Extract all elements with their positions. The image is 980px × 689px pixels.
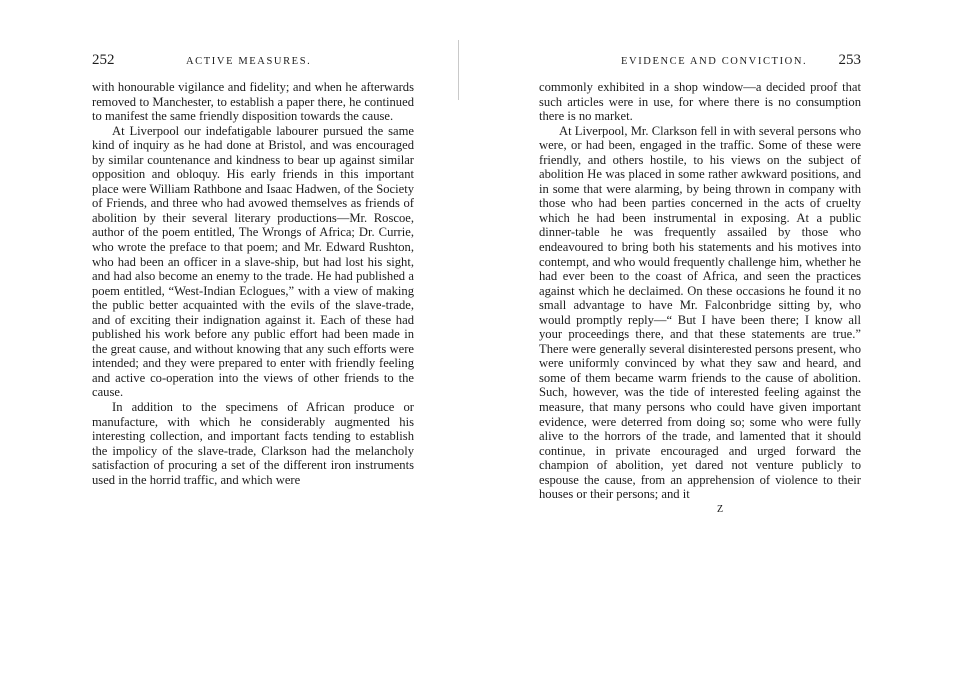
left-running-head: ACTIVE MEASURES. xyxy=(186,56,312,67)
left-paragraph-1: with honourable vigilance and fidelity; and when he afterwards removed to Manchester, to establish a paper there, he continued to manifest the same friendly disposition towards the cause. xyxy=(92,80,414,124)
gutter-line xyxy=(458,40,459,100)
signature-mark: Z xyxy=(716,503,724,515)
left-page-body xyxy=(92,80,414,487)
left-paragraph-2: At Liverpool our indefatigable labourer pursued the same kind of inquiry as he had done at Bristol, and was encouraged by similar countenance and kindness to bear up against similar opposition and obloquy. His early friends in this important place were William Rathbone and Isaac Hadwen, of the Society of Friends, and three who had avowed themselves as friends of abolition by their several literary productions—Mr. Roscoe, author of the poem entitled, The Wrongs of Africa; Dr. Currie, who wrote the preface to that poem; and Mr. Edward Rushton, who had been an officer in a slave-ship, but had lost his sight, and had also become an enemy to the trade. He had published a poem entitled, “West-Indian Eclogues,” with a view of making the public better acquainted with the evils of the slave-trade, and of exciting their indignation against it. Each of these had published his work before any public effort had been made in the great cause, and without knowing that any such efforts were intended; and they were prepared to enter with friendly feeling and active co-operation into the views of other friends to the cause. xyxy=(92,123,414,400)
right-paragraph-1: commonly exhibited in a shop window—a decided proof that such articles were in use, for where there is no consumption there is no market. xyxy=(539,80,861,124)
left-page xyxy=(92,52,414,487)
right-page-body xyxy=(539,80,861,502)
left-page-number: 252 xyxy=(92,52,115,68)
left-page-header xyxy=(92,52,414,70)
right-page xyxy=(539,52,861,515)
right-page-header xyxy=(539,52,861,70)
left-paragraph-3: In addition to the specimens of African produce or manufacture, with which he considerably augmented his interesting collection, and important facts tending to establish the impolicy of the slave-trade, Clarkson had the melancholy satisfaction of procuring a set of the different iron instruments used in the horrid traffic, and which were xyxy=(92,400,414,487)
right-paragraph-2: At Liverpool, Mr. Clarkson fell in with several persons who were, or had been, engaged in the traffic. Some of these were friendly, and others hostile, to his views on the subject of abolition He was placed in some rather awkward positions, and in some that were alarming, by being thrown in company with those who had been parties concerned in the acts of cruelty which he had been instrumental in exposing. At a public dinner-table he was frequently assailed by those who endeavoured to bring both his statements and his motives into contempt, and who would frequently challenge him, whether he had ever been to the coast of Africa, and seen the practices against which he declaimed. On these occasions he found it no small advantage to have Mr. Falconbridge sitting by, who would promptly reply—“ But I have been there; I know all your proceedings there, and that these statements are true.” There were generally several disinterested persons present, who were uniformly convinced by what they saw and heard, and some of them became warm friends to the cause of abolition. Such, however, was the tide of interested feeling against the measure, that many persons who could have given important evidence, were deterred from doing so; some who were fully alive to the horrors of the trade, and lamented that it should continue, in private encouraged and urged forward the champion of abolition, yet dared not venture publicly to espouse the cause, from an apprehension of violence to their houses or their persons; and it xyxy=(539,123,861,502)
right-running-head: EVIDENCE AND CONVICTION. xyxy=(621,56,808,67)
right-page-number: 253 xyxy=(838,52,861,68)
